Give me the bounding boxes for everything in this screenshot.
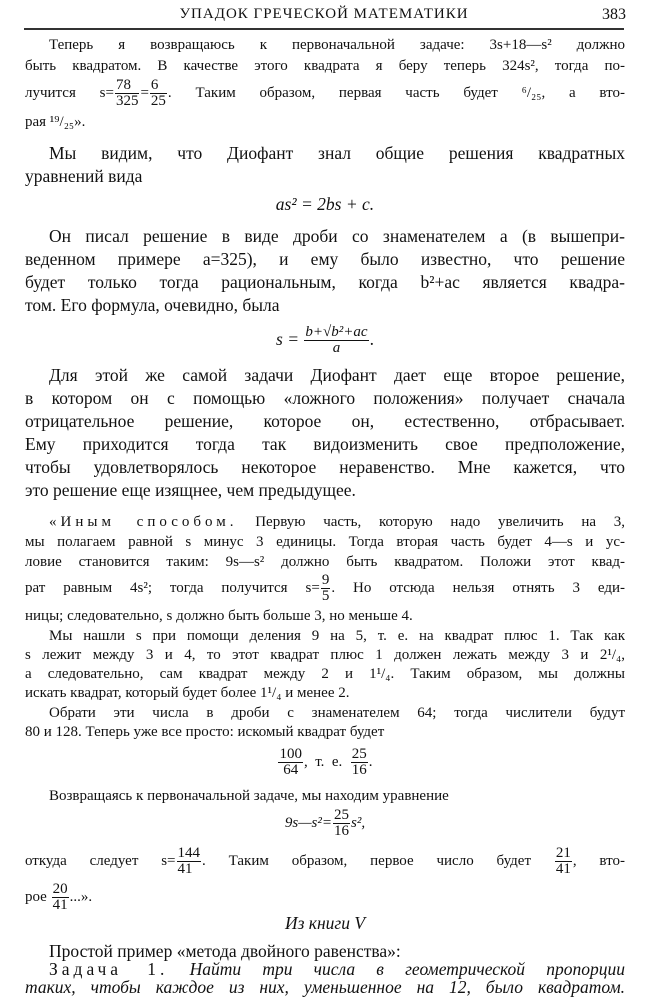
- fraction: [278, 747, 303, 778]
- text-line: в котором он с помощью «ложного положения» получает сначала: [25, 388, 625, 408]
- numerator: 144: [177, 845, 201, 862]
- text-line: Мы нашли s при помощи деления 9 на 5, т. е. на квадрат плюс 1. Так как: [49, 628, 625, 644]
- text-line: Обрати эти числа в дроби с знаменателем 64; тогда числители будут: [49, 705, 625, 721]
- numerator: 6: [150, 78, 167, 94]
- denominator: 25: [150, 93, 166, 110]
- task-statement: Найти три числа в геометрической пропорции: [168, 959, 625, 979]
- denominator: 41: [177, 861, 193, 878]
- text-line: а следовательно, сам квадрат между 2 и 1¹/₄. Таким образом, мы должны: [25, 666, 625, 682]
- text-line: ловие становится таким: 9s—s² должно быть квадратом. Положи этот квад-: [25, 554, 625, 570]
- numerator: 100: [279, 746, 302, 763]
- text-line: 80 и 128. Теперь уже все просто: искомый квадрат будет: [25, 724, 385, 740]
- text-span: лучится s=: [25, 85, 114, 101]
- text-span: , т. е.: [303, 754, 350, 770]
- numerator: 9: [321, 572, 330, 589]
- text-line: мы полагаем равной s минус 3 единицы. Тогда вторая часть будет 4—s и ус-: [25, 534, 625, 550]
- text-line-with-fraction: [25, 569, 625, 607]
- numerator: 78: [115, 78, 140, 94]
- task-label: Задача 1.: [49, 959, 169, 979]
- spaced-emphasis: «Иным способом.: [49, 514, 238, 530]
- text-span: .: [369, 329, 374, 349]
- denominator: 41: [52, 897, 68, 914]
- numerator: b+√b²+ac: [305, 324, 368, 341]
- equation-formula: [25, 318, 625, 360]
- fraction: [177, 846, 202, 877]
- header-title: УПАДОК ГРЕЧЕСКОЙ МАТЕМАТИКИ: [179, 6, 469, 22]
- text-span: . Но отсюда нельзя отнять 3 еди-: [331, 580, 625, 596]
- text-line: Мы видим, что Диофант знал общие решения квадратных: [49, 143, 625, 163]
- running-header: [24, 4, 624, 30]
- text-span: .: [368, 754, 373, 770]
- denominator: 64: [283, 762, 299, 779]
- fraction: [351, 747, 368, 778]
- text-span: рое: [25, 889, 51, 905]
- denominator: 16: [334, 823, 350, 840]
- text-line: том. Его формула, очевидно, была: [25, 295, 280, 315]
- numerator: 25: [334, 807, 350, 824]
- fraction-line: [25, 742, 625, 782]
- text-span: Первую часть, которую надо увеличить на 3,: [237, 514, 625, 530]
- text-span: 9s—s²=: [284, 815, 333, 831]
- page-number: 383: [602, 6, 626, 23]
- text-line: Ему приходится тогда так видоизменить свое предположение,: [25, 434, 625, 454]
- denominator: 5: [321, 588, 330, 605]
- numerator: 20: [52, 881, 68, 898]
- text-line: Для этой же самой задачи Диофант дает еще второе решение,: [49, 365, 625, 385]
- text-line: уравнений вида: [25, 166, 143, 186]
- text-line: Он писал решение в виде дроби со знаменателем a (в вышепри-: [49, 226, 625, 246]
- text-line: рая ¹⁹/₂₅».: [25, 114, 86, 130]
- text-line-with-fraction: [25, 74, 625, 112]
- text-line: чтобы удовлетворялось некоторое неравенство. Мне кажется, что: [25, 457, 625, 477]
- denominator: 325: [115, 93, 139, 110]
- text-line-with-fraction: [25, 878, 625, 916]
- text-line: искать квадрат, который будет более 1¹/₄ и менее 2.: [25, 685, 350, 701]
- text-span: =: [140, 85, 149, 101]
- text-line: быть квадратом. В качестве этого квадрата я беру теперь 324s², тогда по-: [25, 58, 625, 74]
- text-line: таких, чтобы каждое из них, уменьшенное на 12, было квадратом.: [25, 977, 625, 997]
- denominator: 41: [555, 861, 571, 878]
- fraction: [555, 846, 572, 877]
- numerator: 25: [351, 746, 367, 763]
- text-span: ...».: [69, 889, 93, 905]
- fraction: [321, 573, 331, 604]
- text-line: отрицательное решение, которое он, естественно, отбрасывает.: [25, 411, 625, 431]
- denominator: a: [332, 340, 341, 357]
- fraction: [115, 78, 140, 109]
- text-line: Возвращаясь к первоначальной задаче, мы находим уравнение: [49, 788, 449, 804]
- fraction: [52, 882, 69, 913]
- numerator: 21: [555, 845, 571, 862]
- text-span: . Таким образом, первая часть будет ⁶/₂₅, а вто-: [167, 85, 625, 101]
- text-span: s²,: [351, 815, 366, 831]
- equation: [25, 804, 625, 842]
- denominator: 16: [351, 762, 367, 779]
- text-line: это решение еще изящнее, чем предыдущее.: [25, 480, 356, 500]
- text-span: s =: [276, 329, 300, 349]
- text-line: ницы; следовательно, s должно быть больше 3, но меньше 4.: [25, 608, 413, 624]
- fraction: [333, 808, 350, 839]
- equation: as² = 2bs + c.: [275, 194, 375, 214]
- text-span: откуда следует s=: [25, 853, 176, 869]
- text-line: Простой пример «метода двойного равенства»:: [49, 941, 401, 961]
- text-line: [49, 512, 625, 532]
- text-line: веденном примере a=325), и ему было известно, что решение: [25, 249, 625, 269]
- section-heading: Из книги V: [284, 913, 366, 933]
- fraction: [304, 325, 368, 356]
- text-span: . Таким образом, первое число будет: [202, 853, 554, 869]
- text-line: будет только тогда рациональным, когда b²+ac является квадра-: [25, 272, 625, 292]
- text-span: рат равным 4s²; тогда получится s=: [25, 580, 320, 596]
- text-span: , вто-: [572, 853, 625, 869]
- text-line: s лежит между 3 и 4, то этот квадрат плюс 1 должен лежать между 3 и 2¹/₄,: [25, 647, 625, 663]
- text-line: Теперь я возвращаюсь к первоначальной задаче: 3s+18—s² должно: [49, 37, 625, 53]
- fraction: [150, 78, 167, 109]
- text-line-with-fraction: [25, 842, 625, 880]
